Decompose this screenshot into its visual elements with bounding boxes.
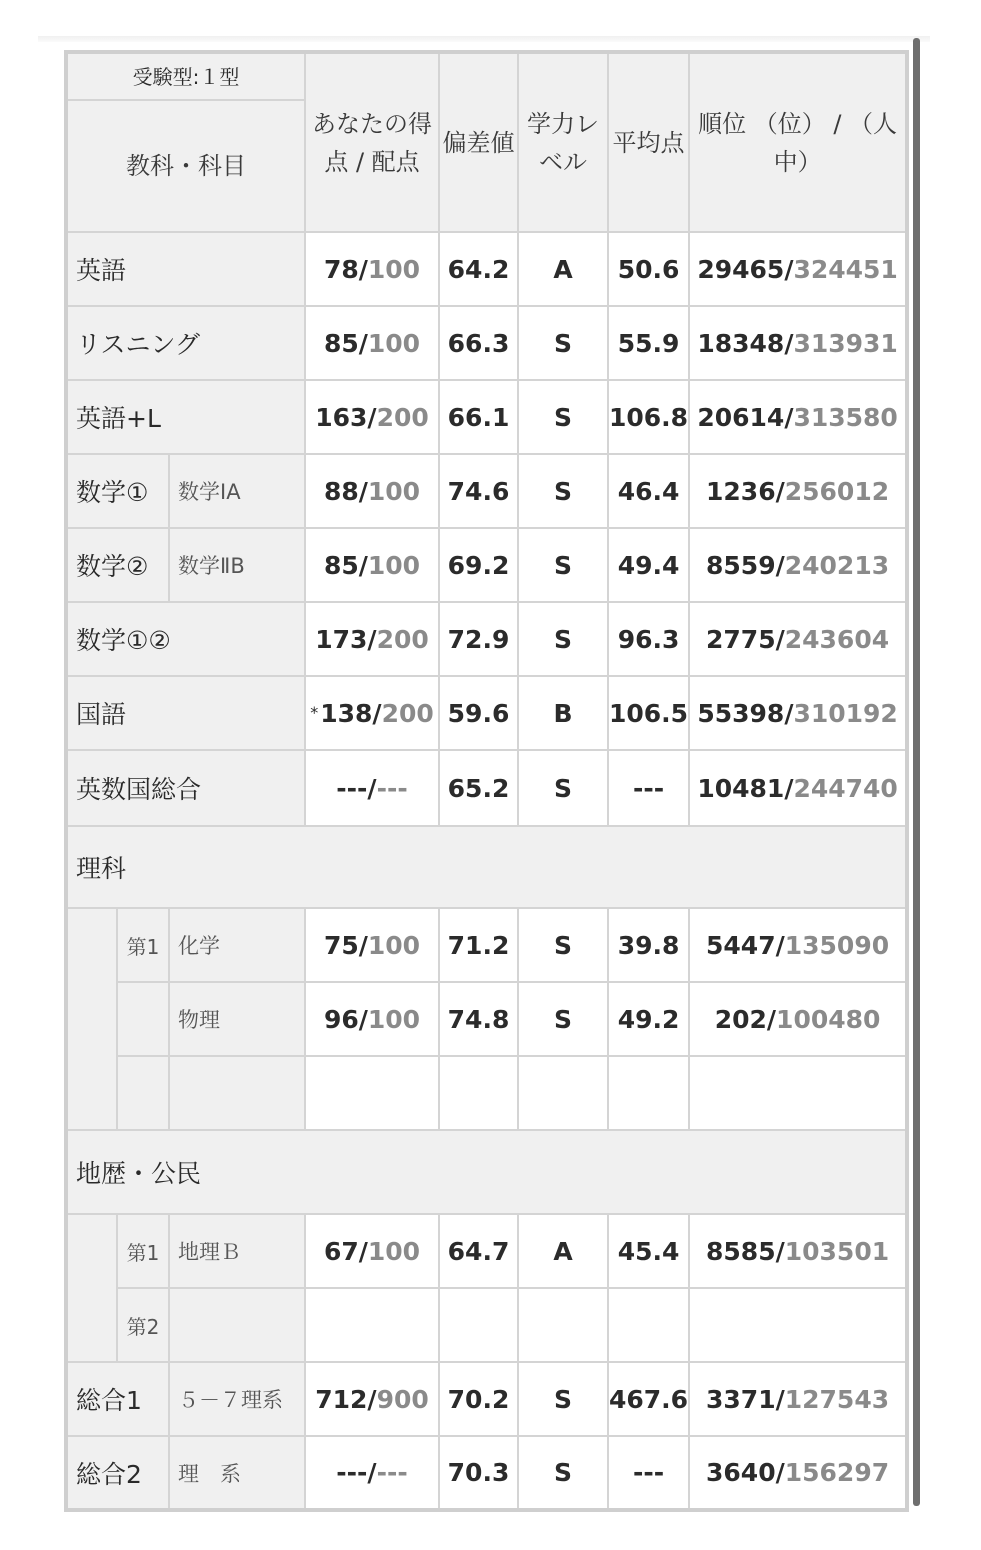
rank-total-value: 313931	[793, 328, 898, 358]
rank-total-value: 313580	[793, 402, 898, 432]
deviation-cell: 70.3	[439, 1436, 518, 1510]
rank-value: 20614	[697, 402, 785, 432]
level-cell: A	[518, 1214, 608, 1288]
score-value: 85	[323, 328, 359, 358]
subject-label: 数学②	[66, 528, 169, 602]
max-score-value: 100	[367, 550, 421, 580]
section-header-row	[66, 826, 907, 908]
table-row	[66, 676, 907, 750]
score-value: 173	[315, 624, 368, 654]
rank-cell: 29465/324451	[689, 232, 907, 306]
max-score-value: 900	[376, 1384, 429, 1414]
rank-total-value: 243604	[784, 624, 890, 654]
max-score-value: 200	[376, 402, 429, 432]
max-score-value: ---	[376, 773, 408, 803]
table-row	[66, 1436, 907, 1510]
sub-subject-label: 理 系	[169, 1436, 305, 1510]
max-score-value: 100	[367, 1004, 421, 1034]
score-header: あなたの得点 / 配点	[305, 52, 439, 232]
rank-header: 順位 （位） / （人中）	[689, 52, 907, 232]
level-cell: S	[518, 982, 608, 1056]
score-value: 88	[323, 476, 359, 506]
top-divider	[38, 36, 930, 42]
table-row	[66, 1362, 907, 1436]
social-section-label: 地歴・公民	[66, 1130, 907, 1214]
note-mark: *	[310, 702, 319, 722]
deviation-cell: 70.2	[439, 1362, 518, 1436]
rank-cell: 5447/135090	[689, 908, 907, 982]
score-value: ---	[336, 773, 368, 803]
rank-total-value: 156297	[784, 1458, 890, 1487]
deviation-cell: 74.6	[439, 454, 518, 528]
subject-label: 英語	[66, 232, 305, 306]
subject-label: 国語	[66, 676, 305, 750]
score-cell: 85/100	[305, 306, 439, 380]
rank-value: 18348	[697, 328, 785, 358]
level-cell: S	[518, 454, 608, 528]
order-label	[117, 982, 169, 1056]
table-row	[66, 1214, 907, 1288]
level-cell: S	[518, 1436, 608, 1510]
score-cell: ---/---	[305, 1436, 439, 1510]
score-value: 96	[323, 1004, 359, 1034]
average-cell: 106.5	[608, 676, 689, 750]
average-cell: 96.3	[608, 602, 689, 676]
average-cell: 39.8	[608, 908, 689, 982]
subject-label: 総合2	[66, 1436, 169, 1510]
rank-cell: 18348/313931	[689, 306, 907, 380]
deviation-header: 偏差値	[439, 52, 518, 232]
max-score-value: 100	[367, 476, 421, 506]
rank-total-value: 324451	[793, 254, 898, 284]
rank-value: 8585	[706, 1236, 776, 1266]
average-cell-empty	[608, 1056, 689, 1130]
table-row-empty	[66, 1056, 907, 1130]
rank-cell: 3371/127543	[689, 1362, 907, 1436]
rank-total-value: 127543	[784, 1384, 890, 1414]
table-row	[66, 1288, 907, 1362]
sub-subject-empty	[169, 1056, 305, 1130]
exam-type-label: 受験型:１型	[66, 52, 305, 100]
score-value: 138	[320, 698, 373, 728]
score-cell: 88/100	[305, 454, 439, 528]
rank-cell: 55398/310192	[689, 676, 907, 750]
table-row	[66, 380, 907, 454]
average-header: 平均点	[608, 52, 689, 232]
rank-total-value: 103501	[784, 1236, 890, 1266]
sub-subject-label: 物理	[169, 982, 305, 1056]
deviation-cell: 72.9	[439, 602, 518, 676]
subject-label: 数学①②	[66, 602, 305, 676]
subject-label: 数学①	[66, 454, 169, 528]
rank-cell-empty	[689, 1288, 907, 1362]
average-cell: 45.4	[608, 1214, 689, 1288]
rank-total-value: 310192	[793, 698, 898, 728]
score-value: 75	[323, 930, 359, 960]
section-header-row	[66, 1130, 907, 1214]
average-cell: 49.4	[608, 528, 689, 602]
rank-cell: 2775/243604	[689, 602, 907, 676]
deviation-cell: 66.3	[439, 306, 518, 380]
max-score-value: 100	[367, 1236, 421, 1266]
score-cell: 173/200	[305, 602, 439, 676]
score-value: 85	[323, 550, 359, 580]
level-cell: B	[518, 676, 608, 750]
level-cell-empty	[518, 1056, 608, 1130]
rank-value: 1236	[706, 476, 776, 506]
subject-label: 総合1	[66, 1362, 169, 1436]
order-label: 第1	[117, 1214, 169, 1288]
score-value: 163	[315, 402, 368, 432]
score-cell: 96/100	[305, 982, 439, 1056]
rank-cell: 10481/244740	[689, 750, 907, 826]
order-label-empty	[117, 1056, 169, 1130]
level-cell: S	[518, 528, 608, 602]
table-row	[66, 602, 907, 676]
max-score-value: 100	[367, 328, 421, 358]
rank-value: 5447	[706, 930, 776, 960]
level-cell: A	[518, 232, 608, 306]
table-row	[66, 232, 907, 306]
rank-value: 3640	[706, 1458, 776, 1487]
rank-total-value: 256012	[784, 476, 890, 506]
deviation-cell: 65.2	[439, 750, 518, 826]
subject-header: 教科・科目	[66, 100, 305, 232]
average-cell: 46.4	[608, 454, 689, 528]
average-cell: 50.6	[608, 232, 689, 306]
score-cell: *138/200	[305, 676, 439, 750]
order-label: 第2	[117, 1288, 169, 1362]
sub-subject-label: 地理Ｂ	[169, 1214, 305, 1288]
score-cell: 163/200	[305, 380, 439, 454]
score-cell-empty	[305, 1288, 439, 1362]
rank-cell: 3640/156297	[689, 1436, 907, 1510]
average-cell: 55.9	[608, 306, 689, 380]
max-score-value: 100	[367, 930, 421, 960]
max-score-value: 200	[376, 624, 429, 654]
rank-cell: 1236/256012	[689, 454, 907, 528]
score-cell: ---/---	[305, 750, 439, 826]
rank-cell: 8585/103501	[689, 1214, 907, 1288]
deviation-cell: 69.2	[439, 528, 518, 602]
sub-subject-empty	[169, 1288, 305, 1362]
deviation-cell-empty	[439, 1056, 518, 1130]
science-section-label: 理科	[66, 826, 907, 908]
level-cell: S	[518, 1362, 608, 1436]
sub-subject-label: 化学	[169, 908, 305, 982]
deviation-cell: 74.8	[439, 982, 518, 1056]
max-score-value: ---	[376, 1458, 408, 1487]
score-cell: 67/100	[305, 1214, 439, 1288]
rank-total-value: 244740	[793, 773, 898, 803]
score-value: 67	[323, 1236, 359, 1266]
score-table	[64, 50, 909, 1512]
deviation-cell: 66.1	[439, 380, 518, 454]
rank-value: 29465	[697, 254, 785, 284]
average-cell: 49.2	[608, 982, 689, 1056]
rank-cell: 8559/240213	[689, 528, 907, 602]
score-value: 78	[323, 254, 359, 284]
subject-label: リスニング	[66, 306, 305, 380]
level-cell-empty	[518, 1288, 608, 1362]
average-cell: 467.6	[608, 1362, 689, 1436]
score-cell: 78/100	[305, 232, 439, 306]
level-cell: S	[518, 306, 608, 380]
rank-total-value: 135090	[784, 930, 890, 960]
sub-subject-label: 数学ⅠA	[169, 454, 305, 528]
rank-value: 202	[714, 1004, 767, 1034]
sub-subject-label: ５－７理系	[169, 1362, 305, 1436]
rank-cell-empty	[689, 1056, 907, 1130]
table-row	[66, 982, 907, 1056]
indent-cell	[66, 908, 117, 1130]
level-header: 学力レベル	[518, 52, 608, 232]
rank-value: 10481	[697, 773, 785, 803]
deviation-cell: 64.7	[439, 1214, 518, 1288]
deviation-cell: 59.6	[439, 676, 518, 750]
rank-cell: 20614/313580	[689, 380, 907, 454]
score-cell: 75/100	[305, 908, 439, 982]
score-cell: 85/100	[305, 528, 439, 602]
subject-label: 英数国総合	[66, 750, 305, 826]
indent-cell	[66, 1214, 117, 1362]
deviation-cell: 64.2	[439, 232, 518, 306]
score-cell-empty	[305, 1056, 439, 1130]
rank-value: 55398	[697, 698, 785, 728]
table-row	[66, 908, 907, 982]
average-cell-empty	[608, 1288, 689, 1362]
table-row	[66, 750, 907, 826]
sub-subject-label: 数学ⅡB	[169, 528, 305, 602]
max-score-value: 200	[381, 698, 434, 728]
score-cell: 712/900	[305, 1362, 439, 1436]
deviation-cell: 71.2	[439, 908, 518, 982]
table-row	[66, 528, 907, 602]
rank-cell: 202/100480	[689, 982, 907, 1056]
score-value: 712	[315, 1384, 368, 1414]
average-cell: 106.8	[608, 380, 689, 454]
order-label: 第1	[117, 908, 169, 982]
rank-total-value: 240213	[784, 550, 890, 580]
level-cell: S	[518, 908, 608, 982]
rank-value: 3371	[706, 1384, 776, 1414]
level-cell: S	[518, 602, 608, 676]
level-cell: S	[518, 750, 608, 826]
deviation-cell-empty	[439, 1288, 518, 1362]
level-cell: S	[518, 380, 608, 454]
rank-value: 2775	[706, 624, 776, 654]
score-value: ---	[336, 1458, 368, 1487]
table-row	[66, 454, 907, 528]
average-cell: ---	[608, 750, 689, 826]
max-score-value: 100	[367, 254, 421, 284]
rank-total-value: 100480	[776, 1004, 881, 1034]
subject-label: 英語+L	[66, 380, 305, 454]
table-row	[66, 306, 907, 380]
average-cell: ---	[608, 1436, 689, 1510]
scrollbar[interactable]	[913, 38, 920, 1506]
rank-value: 8559	[706, 550, 776, 580]
